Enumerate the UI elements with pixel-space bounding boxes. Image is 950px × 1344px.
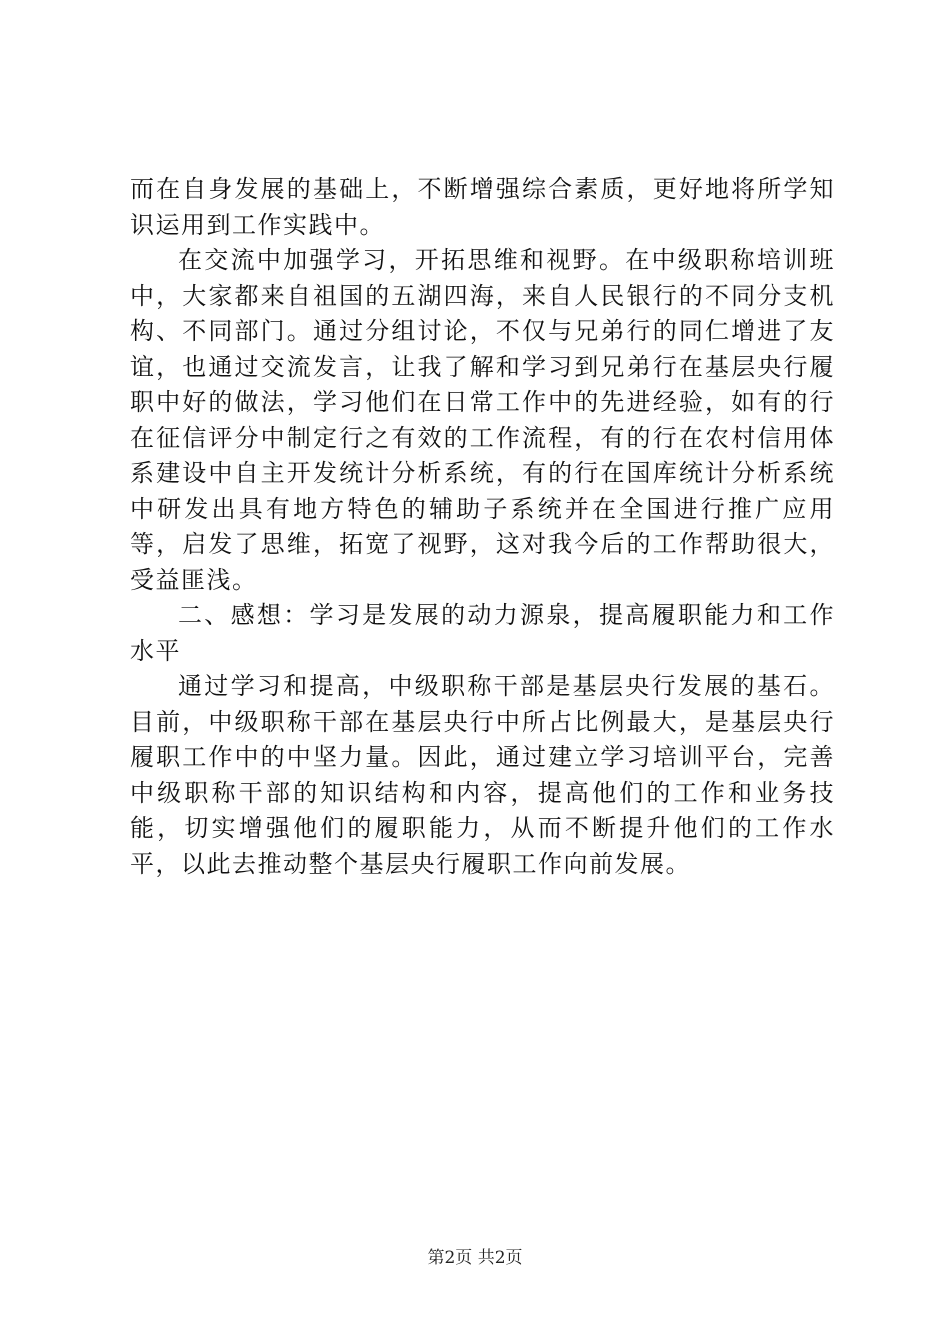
page-number-footer: 第2页 共2页 xyxy=(427,1248,523,1268)
paragraph-mid-level-staff: 通过学习和提高，中级职称干部是基层央行发展的基石。目前，中级职称干部在基层央行中所占比例最大，是基层央行履职工作中的中坚力量。因此，通过建立学习培训平台，完善中级职称干部的知识结构和内容，提高他们的工作和业务技能，切实增强他们的履职能力，从而不断提升他们的工作水平，以此去推动整个基层央行履职工作向前发展。 xyxy=(130,672,835,878)
paragraph-continuation: 而在自身发展的基础上，不断增强综合素质，更好地将所学知识运用到工作实践中。 xyxy=(130,175,835,239)
paragraph-exchange-learning: 在交流中加强学习，开拓思维和视野。在中级职称培训班中，大家都来自祖国的五湖四海，来自人民银行的不同分支机构、不同部门。通过分组讨论，不仅与兄弟行的同仁增进了友谊，也通过交流发言，让我了解和学习到兄弟行在基层央行履职中好的做法，学习他们在日常工作中的先进经验，如有的行在征信评分中制定行之有效的工作流程，有的行在农村信用体系建设中自主开发统计分析系统，有的行在国库统计分析系统中研发出具有地方特色的辅助子系统并在全国进行推广应用等，启发了思维，拓宽了视野，这对我今后的工作帮助很大，受益匪浅。 xyxy=(130,246,835,594)
section-heading-reflection: 二、感想：学习是发展的动力源泉，提高履职能力和工作水平 xyxy=(130,601,835,665)
document-body xyxy=(130,172,835,882)
